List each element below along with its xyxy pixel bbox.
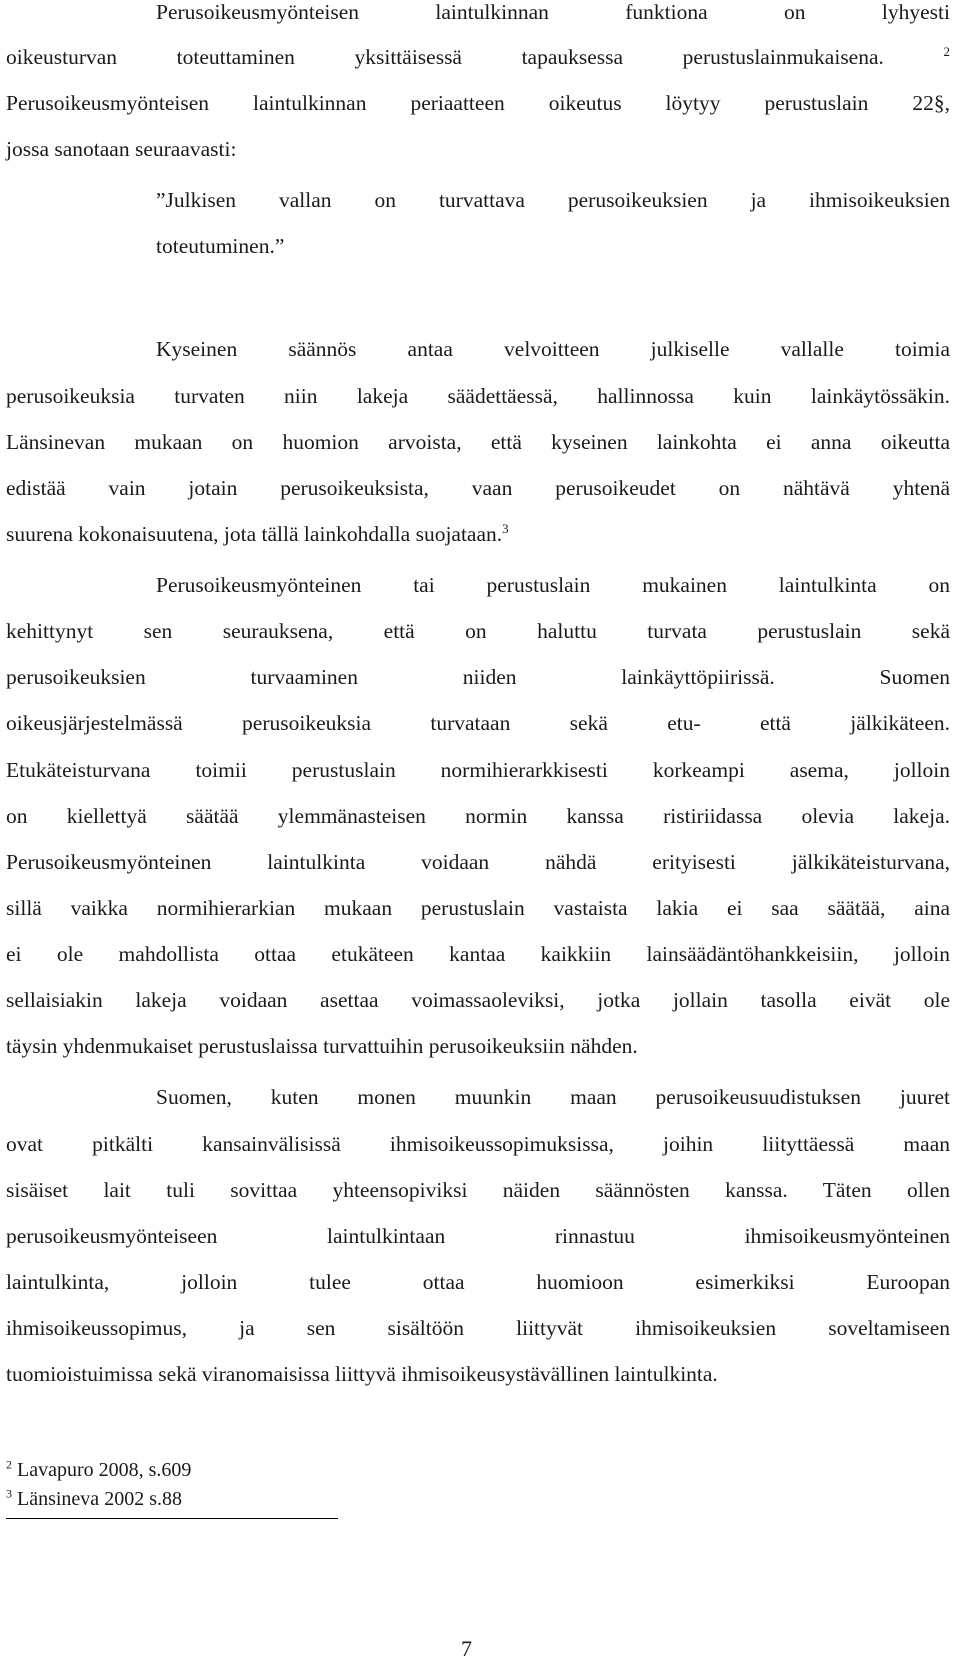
paragraph-line: perusoikeusmyönteiseen laintulkintaan rinnastuu ihmisoikeusmyönteinen [6, 1224, 950, 1248]
paragraph-line: ei ole mahdollista ottaa etukäteen kantaa kaikkiin lainsäädäntöhankkeisiin, jolloin [6, 942, 950, 966]
quote-line: toteutuminen.” [156, 234, 285, 258]
paragraph-line: Kyseinen säännös antaa velvoitteen julkiselle vallalle toimia [156, 337, 950, 361]
paragraph-line: Perusoikeusmyönteinen tai perustuslain mukainen laintulkinta on [156, 573, 950, 597]
paragraph-line: Perusoikeusmyönteinen laintulkinta voidaan nähdä erityisesti jälkikäteisturvana, [6, 850, 950, 874]
paragraph-line: sillä vaikka normihierarkian mukaan perustuslain vastaista lakia ei saa säätää, aina [6, 896, 950, 920]
quote-line: ”Julkisen vallan on turvattava perusoikeuksien ja ihmisoikeuksien [156, 188, 950, 212]
paragraph-line: Perusoikeusmyönteisen laintulkinnan periaatteen oikeutus löytyy perustuslain 22§, [6, 91, 950, 115]
paragraph-line: suurena kokonaisuutena, jota tällä lainkohdalla suojataan.$^3$ [6, 520, 509, 546]
paragraph-line: jossa sanotaan seuraavasti: [6, 137, 237, 161]
paragraph-line: täysin yhdenmukaiset perustuslaissa turvattuihin perusoikeuksiin nähden. [6, 1034, 638, 1058]
footnote-text: Lavapuro 2008, s.609 [17, 1459, 192, 1481]
paragraph-line: Etukäteisturvana toimii perustuslain normihierarkkisesti korkeampi asema, jolloin [6, 758, 950, 782]
footnote-text: Länsineva 2002 s.88 [17, 1488, 182, 1510]
paragraph-line: ihmisoikeussopimus, ja sen sisältöön liittyvät ihmisoikeuksien soveltamiseen [6, 1316, 950, 1340]
paragraph-line: edistää vain jotain perusoikeuksista, vaan perusoikeudet on nähtävä yhtenä [6, 476, 950, 500]
paragraph-line: oikeusturvan toteuttaminen yksittäisessä tapauksessa perustuslainmukaisena. $^2$ [6, 43, 950, 69]
paragraph-line: ovat pitkälti kansainvälisissä ihmisoikeussopimuksissa, joihin liityttäessä maan [6, 1132, 950, 1156]
paragraph-line: on kiellettyä säätää ylemmänasteisen normin kanssa ristiriidassa olevia lakeja. [6, 804, 950, 828]
paragraph-line: perusoikeuksia turvaten niin lakeja säädettäessä, hallinnossa kuin lainkäytössäkin. [6, 384, 950, 408]
footnote-3 [6, 1487, 182, 1511]
paragraph-line: Perusoikeusmyönteisen laintulkinnan funktiona on lyhyesti [156, 0, 950, 24]
paragraph-line: laintulkinta, jolloin tulee ottaa huomioon esimerkiksi Euroopan [6, 1270, 950, 1294]
paragraph-line: oikeusjärjestelmässä perusoikeuksia turvataan sekä etu- että jälkikäteen. [6, 711, 950, 735]
footnote-ref-2: 2 [943, 43, 950, 59]
footnote-separator [6, 1518, 338, 1519]
footnote-number: 3 [6, 1486, 12, 1501]
paragraph-line: sisäiset lait tuli sovittaa yhteensopiviksi näiden säännösten kanssa. Täten ollen [6, 1178, 950, 1202]
footnote-2 [6, 1458, 191, 1482]
paragraph-line: tuomioistuimissa sekä viranomaisissa liittyvä ihmisoikeusystävällinen laintulkinta. [6, 1362, 718, 1386]
footnote-ref-3: 3 [502, 520, 509, 536]
paragraph-line: kehittynyt sen seurauksena, että on haluttu turvata perustuslain sekä [6, 619, 950, 643]
paragraph-line: Länsinevan mukaan on huomion arvoista, että kyseinen lainkohta ei anna oikeutta [6, 430, 950, 454]
paragraph-line: Suomen, kuten monen muunkin maan perusoikeusuudistuksen juuret [156, 1085, 950, 1109]
paragraph-line: sellaisiakin lakeja voidaan asettaa voimassaoleviksi, jotka jollain tasolla eivät ole [6, 988, 950, 1012]
footnote-number: 2 [6, 1457, 12, 1472]
paragraph-line: perusoikeuksien turvaaminen niiden lainkäyttöpiirissä. Suomen [6, 665, 950, 689]
page-number: 7 [461, 1636, 472, 1661]
